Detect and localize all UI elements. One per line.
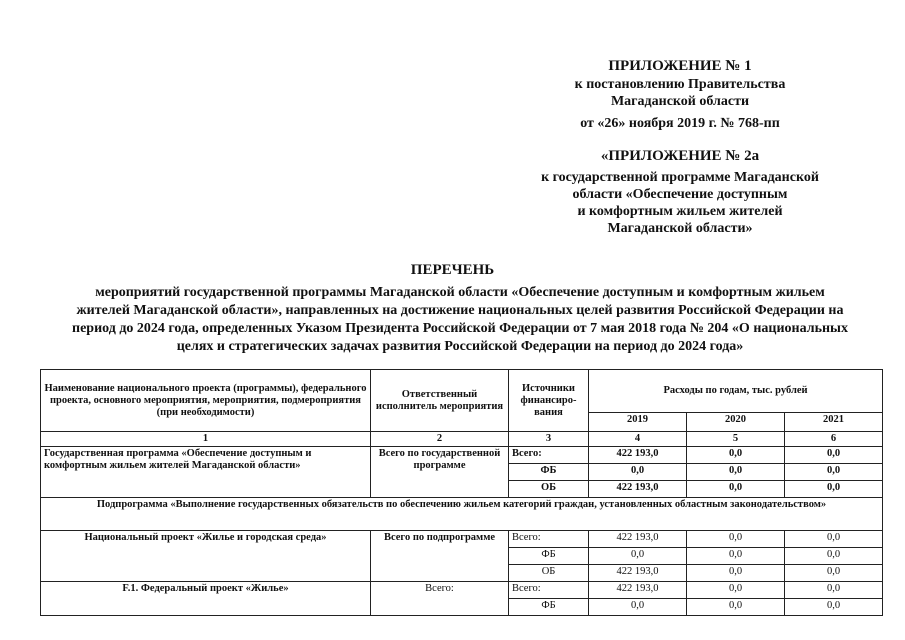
header-year: 2019 xyxy=(589,413,687,432)
index-cell: 1 xyxy=(41,432,371,447)
index-cell: 2 xyxy=(371,432,509,447)
value-cell: 0,0 xyxy=(687,565,785,582)
value-cell: 0,0 xyxy=(687,481,785,498)
events-table xyxy=(40,369,883,616)
decree-line2: Магаданской области xyxy=(610,94,750,109)
value-cell: 422 193,0 xyxy=(589,481,687,498)
header-name: Наименование национального проекта (программы), федерального проекта, основного мероприятия, мероприятия, подмероприятия (при необходимости) xyxy=(41,370,371,432)
source-cell: ОБ xyxy=(509,481,589,498)
national-project-name: Национальный проект «Жилье и городская среда» xyxy=(41,531,371,582)
value-cell: 422 193,0 xyxy=(589,565,687,582)
subprogram-title: Подпрограмма «Выполнение государственных обязательств по обеспечению жильем категорий граждан, установленных областным законодательством» xyxy=(41,498,883,531)
subtitle-line: целях и стратегических задачах развития Российской Федерации на период до 2024 года» xyxy=(176,339,744,354)
table-row xyxy=(41,498,883,531)
header-executor: Ответственный исполнитель мероприятия xyxy=(371,370,509,432)
header-year: 2021 xyxy=(785,413,883,432)
source-cell: Всего: xyxy=(509,447,589,464)
value-cell: 0,0 xyxy=(785,447,883,464)
federal-project-name: F.1. Федеральный проект «Жилье» xyxy=(41,582,371,616)
program-line2: области «Обеспечение доступным xyxy=(572,187,788,202)
program-name: Государственная программа «Обеспечение доступным и комфортным жильем жителей Магаданской области» xyxy=(41,447,371,498)
program-executor: Всего по государственной программе xyxy=(371,447,509,498)
index-cell: 4 xyxy=(589,432,687,447)
federal-project-executor: Всего: xyxy=(371,582,509,616)
value-cell: 0,0 xyxy=(785,599,883,616)
value-cell: 0,0 xyxy=(687,548,785,565)
appendix1-title: ПРИЛОЖЕНИЕ № 1 xyxy=(608,58,752,74)
subtitle-line: жителей Магаданской области», направленных на достижение национальных целей развития Российской Федерации на xyxy=(76,303,844,318)
index-cell: 5 xyxy=(687,432,785,447)
table-row xyxy=(41,582,883,599)
value-cell: 422 193,0 xyxy=(589,582,687,599)
appendix2-title: «ПРИЛОЖЕНИЕ № 2а xyxy=(600,148,760,164)
value-cell: 0,0 xyxy=(785,464,883,481)
program-line3: и комфортным жильем жителей xyxy=(577,204,783,219)
document-title: ПЕРЕЧЕНЬ xyxy=(410,262,495,278)
value-cell: 0,0 xyxy=(785,481,883,498)
index-cell: 6 xyxy=(785,432,883,447)
source-cell: ОБ xyxy=(509,565,589,582)
value-cell: 0,0 xyxy=(687,582,785,599)
subtitle-line: период до 2024 года, определенных Указом Президента Российской Федерации от 7 мая 2018 года № 204 «О национальных xyxy=(72,321,848,336)
value-cell: 422 193,0 xyxy=(589,531,687,548)
subtitle-line: мероприятий государственной программы Магаданской области «Обеспечение доступным и комфортным жильем xyxy=(95,285,825,300)
index-cell: 3 xyxy=(509,432,589,447)
source-cell: Всего: xyxy=(509,531,589,548)
value-cell: 0,0 xyxy=(785,531,883,548)
national-project-executor: Всего по подпрограмме xyxy=(371,531,509,582)
decree-line1: к постановлению Правительства xyxy=(574,77,786,92)
source-cell: ФБ xyxy=(509,548,589,565)
value-cell: 0,0 xyxy=(589,464,687,481)
table-row xyxy=(41,447,883,464)
value-cell: 0,0 xyxy=(785,548,883,565)
header-expenses: Расходы по годам, тыс. рублей xyxy=(589,370,883,413)
value-cell: 0,0 xyxy=(785,582,883,599)
decree-date: от «26» ноября 2019 г. № 768-пп xyxy=(580,116,780,131)
value-cell: 422 193,0 xyxy=(589,447,687,464)
value-cell: 0,0 xyxy=(589,599,687,616)
value-cell: 0,0 xyxy=(785,565,883,582)
value-cell: 0,0 xyxy=(687,464,785,481)
source-cell: ФБ xyxy=(509,464,589,481)
header-sources: Источники финансиро-вания xyxy=(509,370,589,432)
program-line4: Магаданской области» xyxy=(607,221,753,236)
header-year: 2020 xyxy=(687,413,785,432)
document-subtitle xyxy=(40,284,880,356)
source-cell: Всего: xyxy=(509,582,589,599)
program-line1: к государственной программе Магаданской xyxy=(541,170,819,185)
source-cell: ФБ xyxy=(509,599,589,616)
table-row xyxy=(41,531,883,548)
value-cell: 0,0 xyxy=(687,531,785,548)
value-cell: 0,0 xyxy=(687,447,785,464)
value-cell: 0,0 xyxy=(589,548,687,565)
value-cell: 0,0 xyxy=(687,599,785,616)
